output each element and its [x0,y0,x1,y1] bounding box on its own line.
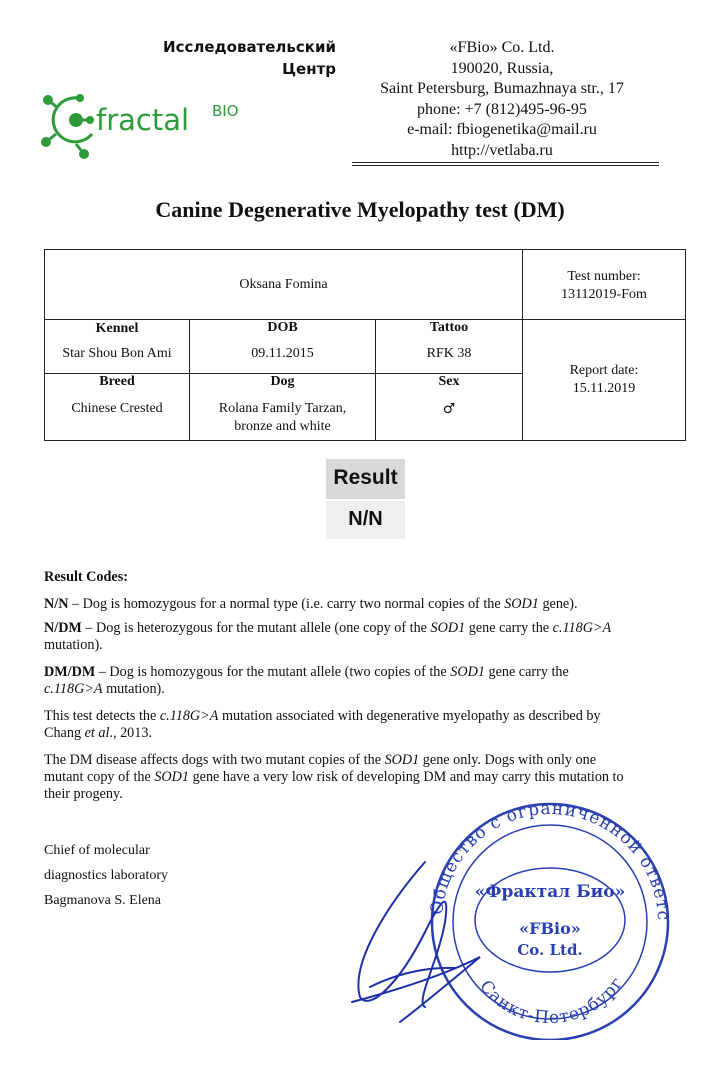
signatory-name: Bagmanova S. Elena [44,893,162,908]
result-codes-heading [44,569,688,586]
result-value: N/N [326,501,405,539]
description-text: their progeny. [44,786,123,802]
code-ndm-text: – Dog is heterozygous for the mutant allele (one copy of the [81,620,431,636]
signatory-title: Chief of molecular [44,843,150,858]
address-line: 190020, Russia, [450,59,554,77]
result-label: Result [326,459,405,499]
stamp-seal-icon [330,792,680,1040]
fractal-bio-logo [40,84,270,164]
header-divider [352,162,659,163]
description-text: ., 2013. [109,725,152,741]
gene-name: SOD1 [450,664,485,680]
code-dmdm-text: – Dog is homozygous for the mutant allele (two copies of the [95,664,451,680]
info-table [44,249,686,441]
citation-etal: et al [84,725,110,741]
code-ndm-text: mutation). [44,637,103,653]
research-center-label [160,36,336,80]
mutation-name: c.118G>A [159,708,219,724]
gene-name: SOD1 [504,596,539,612]
logo-text: fractal [96,103,190,137]
result-codes-title: Result Codes: [44,569,128,585]
mutation-name: c.118G>A [552,620,612,636]
code-ndm [44,620,688,654]
gene-name: SOD1 [430,620,466,636]
dog-label: Dog [270,374,295,389]
stamp-city-text: Санкт-Петербург [475,973,628,1029]
company-address [352,38,652,161]
code-ndm-text: gene carry the [465,620,553,636]
mutation-name: c.118G>A [44,681,103,697]
company-stamp [330,792,680,1040]
test-number-label: Test number: [567,269,641,284]
address-line: http://vetlaba.ru [451,141,553,159]
description-text: gene only. Dogs with only one [419,752,597,768]
breed-label: Breed [99,374,135,389]
document-title: Canine Degenerative Myelopathy test (DM) [155,197,565,222]
description-text: mutation associated with degenerative myelopathy as described by [218,708,601,724]
header-divider [352,165,659,166]
signatory-title: diagnostics laboratory [44,868,169,883]
description-text: mutant copy of the [44,769,155,785]
male-icon: ♂ [442,401,456,417]
stamp-center-en: «FBio» [519,919,581,938]
owner-name: Oksana Fomina [239,277,328,292]
gene-name: SOD1 [154,769,190,785]
code-dmdm [44,664,688,698]
tattoo-value: RFK 38 [426,346,472,361]
code-dmdm-text: mutation). [102,681,165,697]
address-line: «FBio» Co. Ltd. [449,39,555,56]
address-line: e-mail: fbiogenetika@mail.ru [407,121,597,138]
breed-value: Chinese Crested [71,401,163,416]
logo-superscript: BIO [212,102,239,120]
report-date: 15.11.2019 [572,381,636,396]
kennel-label: Kennel [95,321,139,336]
svg-text:Санкт-Петербург [475,973,627,1028]
stamp-outer-text: Общество с ограниченной ответс [427,798,674,922]
description-text: gene have a very low risk of developing DM and may carry this mutation to [189,769,624,785]
code-nn-text: gene). [538,596,578,612]
sex-label: Sex [438,374,460,389]
test-description [44,708,688,742]
dog-color: bronze and white [234,419,331,434]
address-line: Saint Petersburg, Bumazhnaya str., 17 [380,80,624,97]
gene-name: SOD1 [384,752,420,768]
fractal-logo-icon [40,84,270,164]
signature-block [44,838,168,913]
kennel-value: Star Shou Bon Ami [62,346,172,361]
code-ndm-label: N/DM [44,620,82,636]
address-line: phone: +7 (812)495-96-95 [417,100,587,118]
description-text: Chang [44,725,85,741]
tattoo-label: Tattoo [429,320,469,335]
description-text: The DM disease affects dogs with two mutant copies of the [44,752,385,768]
dob-label: DOB [267,320,298,335]
stamp-center-ru: «Фрактал Био» [474,882,626,902]
test-number: 13112019-Fom [561,287,647,302]
center-line-1: Исследовательский [163,38,336,56]
dog-name: Rolana Family Tarzan, [218,401,347,416]
description-text: This test detects the [44,708,160,724]
code-nn-label: N/N [44,596,69,612]
stamp-center-en: Co. Ltd. [517,941,583,959]
dob-value: 09.11.2015 [251,346,314,361]
code-nn-text: – Dog is homozygous for a normal type (i.e. carry two normal copies of the [68,596,505,612]
code-dmdm-text: gene carry the [484,664,569,680]
center-line-2: Центр [282,60,336,78]
report-date-label: Report date: [569,363,639,378]
code-nn [44,596,688,613]
code-dmdm-label: DM/DM [44,664,96,680]
